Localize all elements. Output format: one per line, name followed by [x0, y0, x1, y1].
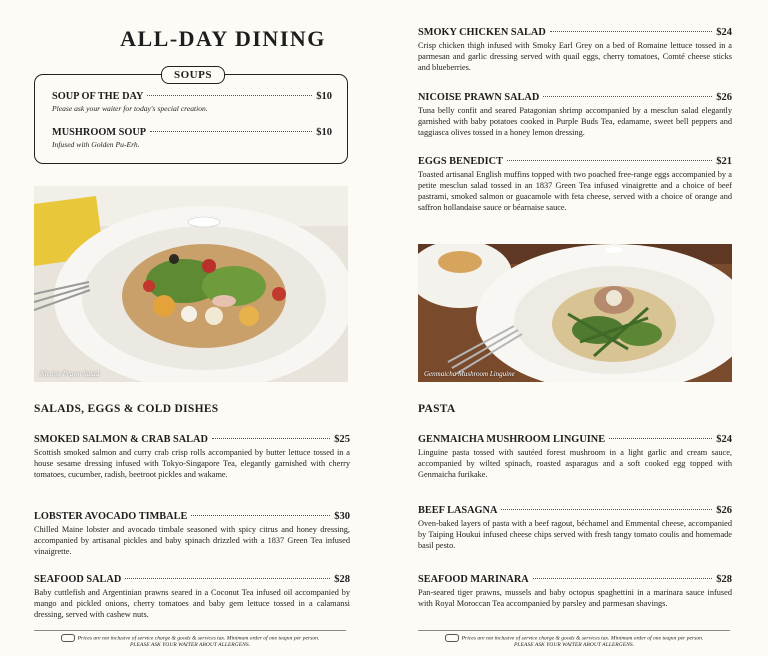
item-description: Linguine pasta tossed with sautéed forest mushroom in a light garlic and cream sauce, accompanied by wilted spinach, roasted asparagus and a soft cooked egg topped with Genmaicha furikake.	[418, 448, 732, 479]
item-price: $25	[334, 434, 350, 445]
item-name: SEAFOOD MARINARA	[418, 574, 529, 585]
item-price: $21	[716, 156, 732, 167]
dot-leader	[507, 160, 712, 161]
menu-item	[418, 434, 732, 480]
menu-item	[418, 92, 732, 138]
section-title-salads: SALADS, EGGS & COLD DISHES	[34, 403, 219, 415]
item-price: $10	[316, 127, 332, 138]
item-price: $24	[716, 434, 732, 445]
footer-note	[34, 630, 346, 649]
salad-illustration	[34, 186, 348, 382]
item-description: Infused with Golden Pu-Erh.	[52, 140, 140, 149]
photo-caption: Genmaicha Mushroom Linguine	[424, 370, 515, 378]
item-description: Oven-baked layers of pasta with a beef ragout, béchamel and Emmental cheese, accompanied by Taiping Houkui infused cheese chips served with fresh tangy tomato coulis and homemade basil pesto.	[418, 519, 732, 550]
item-name: NICOISE PRAWN SALAD	[418, 92, 540, 103]
brand-logo-icon	[61, 634, 75, 642]
footer-note	[418, 630, 730, 649]
dot-leader	[501, 509, 712, 510]
menu-item	[34, 511, 350, 557]
footer-line-2: PLEASE ASK YOUR WAITER ABOUT ALLERGENS.	[513, 642, 635, 649]
menu-item	[34, 434, 350, 480]
item-name: SMOKED SALMON & CRAB SALAD	[34, 434, 208, 445]
footer-line-1: Prices are not inclusive of service charge & goods & services tax. Minimum order of one teapot per person.	[461, 635, 704, 642]
item-description: Please ask your waiter for today's special creation.	[52, 104, 208, 113]
menu-item	[34, 574, 350, 620]
item-name: SOUP OF THE DAY	[52, 91, 144, 102]
item-price: $30	[334, 511, 350, 522]
photo-caption: Nicoise Prawn Salad	[40, 370, 100, 378]
item-name: BEEF LASAGNA	[418, 505, 498, 516]
mushroom-linguine-photo	[418, 244, 732, 382]
item-price: $10	[316, 91, 332, 102]
page-title: ALL-DAY DINING	[120, 26, 326, 51]
dot-leader	[212, 438, 330, 439]
soups-label: SOUPS	[161, 66, 225, 84]
item-description: Tuna belly confit and seared Patagonian shrimp accompanied by a mesclun salad elegantly garnished with baby potatoes cooked in Purple Buds Tea, edamame, sweet bell peppers and taggiasca olives tossed in a honey lemon dressing.	[418, 106, 732, 137]
dot-leader	[147, 95, 312, 96]
menu-item	[418, 156, 732, 213]
menu-item	[52, 127, 332, 150]
soups-box	[34, 69, 348, 164]
item-description: Pan-seared tiger prawns, mussels and baby octopus spaghettini in a marinara sauce infused with Royal Moroccan Tea accompanied by parsley and parmesan shavings.	[418, 588, 732, 608]
item-name: LOBSTER AVOCADO TIMBALE	[34, 511, 188, 522]
section-title-pasta: PASTA	[418, 403, 456, 415]
footer-line-2: PLEASE ASK YOUR WAITER ABOUT ALLERGENS.	[129, 642, 251, 649]
item-price: $26	[716, 92, 732, 103]
item-description: Scottish smoked salmon and curry crab crisp rolls accompanied by butter lettuce tossed in a house sesame dressing infused with Tokyo-Singapore Tea, elegantly garnished with cherry tomatoes, cucumber, radish, beetroot pickles and wakame.	[34, 448, 350, 479]
item-name: EGGS BENEDICT	[418, 156, 503, 167]
item-name: SMOKY CHICKEN SALAD	[418, 27, 546, 38]
item-description: Toasted artisanal English muffins topped with two poached free-range eggs accompanied by a petite mesclun salad tossed in an 1837 Green Tea infused vinaigrette and a choice of beef pastrami, smoked salmon or guacamole with feta cheese, served with a choice of orange and saffron hollandaise sauce or béarnaise sauce.	[418, 170, 732, 212]
brand-logo-icon	[445, 634, 459, 642]
footer-line-1: Prices are not inclusive of service charge & goods & services tax. Minimum order of one teapot per person.	[77, 635, 320, 642]
dot-leader	[125, 578, 330, 579]
item-description: Chilled Maine lobster and avocado timbale seasoned with spicy citrus and honey dressing, accompanied by artisanal pickles and baby spinach drizzled with a 1837 Green Tea infused vinaigrette.	[34, 525, 350, 556]
item-price: $24	[716, 27, 732, 38]
item-price: $28	[334, 574, 350, 585]
dot-leader	[533, 578, 713, 579]
linguine-illustration	[418, 244, 732, 382]
item-description: Baby cuttlefish and Argentinian prawns seared in a Coconut Tea infused oil accompanied by mango and pickled onions, cherry tomatoes and baby gem lettuce tossed in a calamansi dressing, served with cashew nuts.	[34, 588, 350, 619]
nicoise-salad-photo	[34, 186, 348, 382]
dot-leader	[191, 515, 330, 516]
item-description: Crisp chicken thigh infused with Smoky Earl Grey on a bed of Romaine lettuce tossed in a parmesan and garlic dressing served with quail eggs, cherry tomatoes, Comté cheese sticks and blueberries.	[418, 41, 732, 72]
item-price: $26	[716, 505, 732, 516]
menu-item	[418, 574, 732, 609]
menu-item	[418, 27, 732, 73]
item-name: SEAFOOD SALAD	[34, 574, 122, 585]
item-name: MUSHROOM SOUP	[52, 127, 147, 138]
dot-leader	[550, 31, 712, 32]
dot-leader	[543, 96, 712, 97]
menu-item	[52, 91, 332, 114]
item-price: $28	[716, 574, 732, 585]
item-name: GENMAICHA MUSHROOM LINGUINE	[418, 434, 606, 445]
dot-leader	[150, 131, 312, 132]
dot-leader	[609, 438, 712, 439]
menu-item	[418, 505, 732, 551]
